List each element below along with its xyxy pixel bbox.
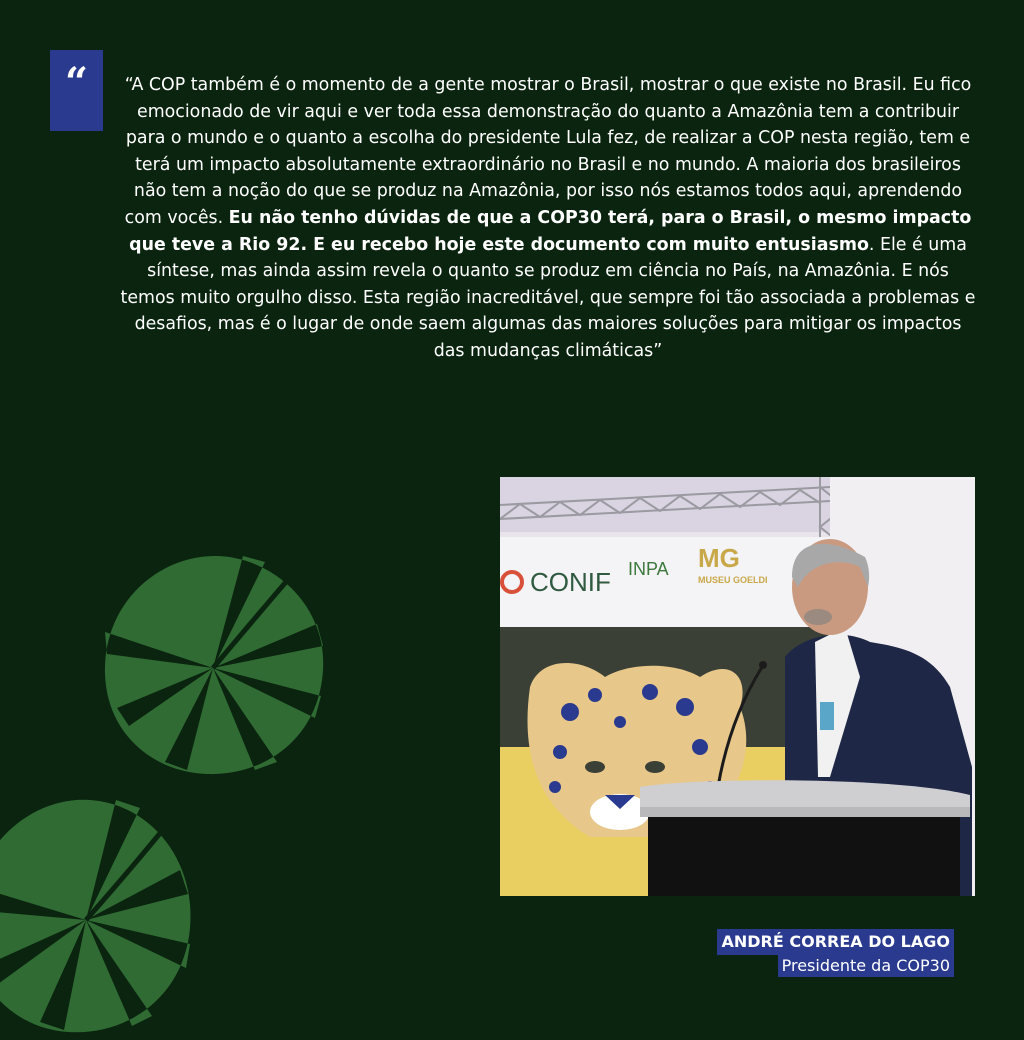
speaker-photo xyxy=(500,477,975,896)
quote-text-part1: “A COP também é o momento de a gente mostrar o Brasil, mostrar o que existe no Brasil. Eu fico emocionado de vir aqui e ver toda essa demonstração do quanto a Amazônia tem a contribuir para o mundo e o quanto a escolha do presidente Lula fez, de realizar a COP nesta região, tem e terá um impacto absolutamente extraordinário no Brasil e no mundo. A maioria dos brasileiros não tem a noção do que se produz na Amazônia, por isso nós estamos todos aqui, aprendendo com vocês. xyxy=(124,75,972,228)
banner-logo-inpa: INPA xyxy=(628,559,669,579)
speaker-caption xyxy=(717,929,954,977)
quote-text-bold: Eu não tenho dúvidas de que a COP30 terá, para o Brasil, o mesmo impacto que teve a Rio 92. E eu recebo hoje este documento com muito entusiasmo xyxy=(129,207,972,255)
banner-logo-museu: MUSEU GOELDI xyxy=(698,575,768,585)
quote-text-part2: . Ele é uma síntese, mas ainda assim revela o quanto se produz em ciência no País, na Amazônia. E nós temos muito orgulho disso. Esta região inacreditável, que sempre foi tão associada a problemas e desafios, mas é o lugar de onde saem algumas das maiores soluções para mitigar os impactos das mudanças climáticas” xyxy=(120,234,976,361)
monstera-leaf-icon xyxy=(95,548,335,780)
banner-logo-mg: MG xyxy=(698,543,740,573)
speaker-name: ANDRÉ CORREA DO LAGO xyxy=(717,929,954,955)
banner-logo-conif: CONIF xyxy=(530,567,611,597)
quote-mark-glyph: “ xyxy=(64,59,88,106)
quote-text xyxy=(118,72,978,365)
quote-mark-badge xyxy=(50,50,103,131)
speaker-role: Presidente da COP30 xyxy=(778,955,954,977)
monstera-leaf-icon xyxy=(0,790,200,1040)
